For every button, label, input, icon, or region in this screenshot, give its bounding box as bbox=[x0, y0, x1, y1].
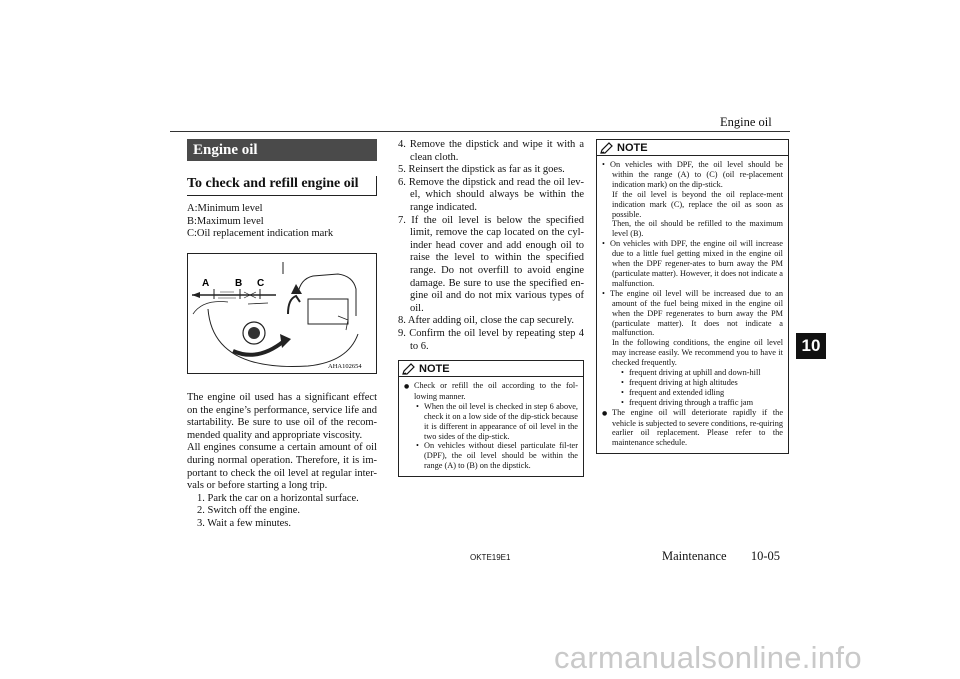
note-2-item-cont: If the oil level is beyond the oil replace-ment indication mark (C), replace the oil as soon as possible. bbox=[612, 189, 783, 219]
note-2-item-cont: Then, the oil should be refilled to the maximum level (B). bbox=[612, 219, 783, 239]
dot-icon: • bbox=[621, 377, 624, 387]
dot-icon: • bbox=[416, 401, 419, 411]
dipstick-drawing bbox=[188, 254, 376, 373]
steps-list-part1 bbox=[187, 493, 377, 531]
section-title: Engine oil bbox=[187, 139, 377, 161]
running-header-title: Engine oil bbox=[720, 115, 772, 129]
intro-paragraph-2: All engines consume a certain amount of oil during normal operation. Therefore, it is im-portant to check the oil level at regular inter-vals or before starting a long trip. bbox=[187, 442, 377, 492]
step-4: 4. Remove the dipstick and wipe it with a clean cloth. bbox=[398, 139, 584, 163]
note-pencil-icon bbox=[600, 142, 614, 154]
steps-list-part2 bbox=[398, 139, 584, 353]
figure-label-b: B bbox=[235, 278, 243, 289]
note-2-body bbox=[597, 156, 788, 453]
figure-legend bbox=[187, 203, 333, 241]
condition-item: • frequent and extended idling bbox=[621, 387, 725, 397]
dot-icon: • bbox=[621, 387, 624, 397]
legend-item-c: C:Oil replacement indication mark bbox=[187, 228, 334, 239]
note-pencil-icon bbox=[402, 363, 416, 375]
condition-item: • frequent driving through a traffic jam bbox=[621, 397, 754, 407]
note-2-item: • On vehicles with DPF, the engine oil will increase due to a little fuel getting mixed in the engine oil when the DPF regener-ates to burn away the PM (particulate matter). However, it does not indicate a malfunction. bbox=[602, 239, 783, 288]
note-2-item: • The engine oil level will be increased due to an amount of the fuel being mixed in the engine oil when the DPF regenerates to burn away the PM (particulate matter). It does not indicate a malfunction. bbox=[602, 288, 783, 338]
subsection-title: To check and refill engine oil bbox=[187, 176, 377, 196]
document-code: OKTE19E1 bbox=[470, 553, 511, 562]
legend-item-b: B:Maximum level bbox=[187, 215, 264, 227]
step-8: 8. After adding oil, close the cap securely. bbox=[398, 315, 575, 327]
figure-label-a: A bbox=[202, 278, 210, 289]
page-number: 10-05 bbox=[750, 549, 780, 563]
bullet-icon: ● bbox=[602, 409, 608, 417]
step-1: 1. Park the car on a horizontal surface. bbox=[197, 492, 359, 504]
note-1-main: ● Check or refill the oil according to the fol-lowing manner. bbox=[404, 381, 578, 401]
note-1-body bbox=[399, 377, 583, 476]
dot-icon: • bbox=[602, 160, 605, 169]
note-1-item: • On vehicles without diesel particulate fil-ter (DPF), the oil level should be within the range (A) to (B) on the dipstick. bbox=[416, 441, 578, 471]
dot-icon: • bbox=[602, 288, 605, 298]
note-2-item-cont: In the following conditions, the engine oil level may increase easily. We recommend you to have it checked frequently. bbox=[612, 338, 783, 368]
footer-section: Maintenance bbox=[662, 549, 727, 563]
dot-icon: • bbox=[416, 441, 419, 451]
note-header bbox=[597, 140, 788, 156]
step-9: 9. Confirm the oil level by repeating step 4 to 6. bbox=[398, 327, 584, 352]
bullet-icon: ● bbox=[404, 383, 410, 390]
condition-item: • frequent driving at uphill and down-hill bbox=[621, 368, 761, 378]
figure-label-c: C bbox=[257, 278, 265, 289]
steps-column bbox=[398, 139, 584, 353]
step-5: 5. Reinsert the dipstick as far as it goes. bbox=[398, 164, 565, 176]
step-3: 3. Wait a few minutes. bbox=[197, 517, 292, 529]
dot-icon: • bbox=[621, 368, 624, 378]
intro-column bbox=[187, 392, 377, 531]
step-6: 6. Remove the dipstick and read the oil lev-el, which should always be within the range indicated. bbox=[398, 176, 584, 213]
step-2: 2. Switch off the engine. bbox=[197, 505, 301, 517]
note-label: NOTE bbox=[419, 362, 450, 375]
figure-code: AHA102654 bbox=[328, 363, 362, 370]
engine-dipstick-illustration bbox=[187, 253, 377, 374]
note-box-1 bbox=[398, 360, 584, 477]
header-rule bbox=[170, 131, 790, 132]
legend-item-a: A:Minimum level bbox=[187, 203, 263, 214]
note-box-2 bbox=[596, 139, 789, 454]
intro-paragraph-1: The engine oil used has a significant effect on the engine’s performance, service life and startability. Be sure to use oil of the recom-mended quality and appropriate viscosity. bbox=[187, 392, 377, 441]
condition-item: • frequent driving at high altitudes bbox=[621, 377, 738, 387]
note-header bbox=[399, 361, 583, 377]
watermark: carmanualsonline.info bbox=[554, 640, 862, 675]
step-7: 7. If the oil level is below the specified limit, remove the cap located on the cyl-inder head cover and add enough oil to raise the level to within the specified range. Do not overfill to avoid engine damage. Be sure to use the specified en-gine oil and do not mix various types of oil. bbox=[398, 214, 584, 314]
dot-icon: • bbox=[602, 239, 605, 249]
chapter-tab: 10 bbox=[796, 333, 826, 359]
note-2-final: ● The engine oil will deteriorate rapidly if the vehicle is subjected to severe conditions, re-quiring earlier oil replacement. Please refer to the maintenance schedule. bbox=[602, 407, 783, 448]
note-2-item: • On vehicles with DPF, the oil level should be within the range (A) to (C) (oil re-placement indication mark) on the dip-stick. bbox=[602, 160, 783, 189]
page-footer bbox=[662, 549, 780, 564]
note-1-item: • When the oil level is checked in step 6 above, check it on a low side of the dip-stick because it is different in appearance of oil level in the two sides of the dip-stick. bbox=[416, 401, 578, 441]
note-label: NOTE bbox=[617, 141, 648, 154]
dot-icon: • bbox=[621, 397, 624, 407]
